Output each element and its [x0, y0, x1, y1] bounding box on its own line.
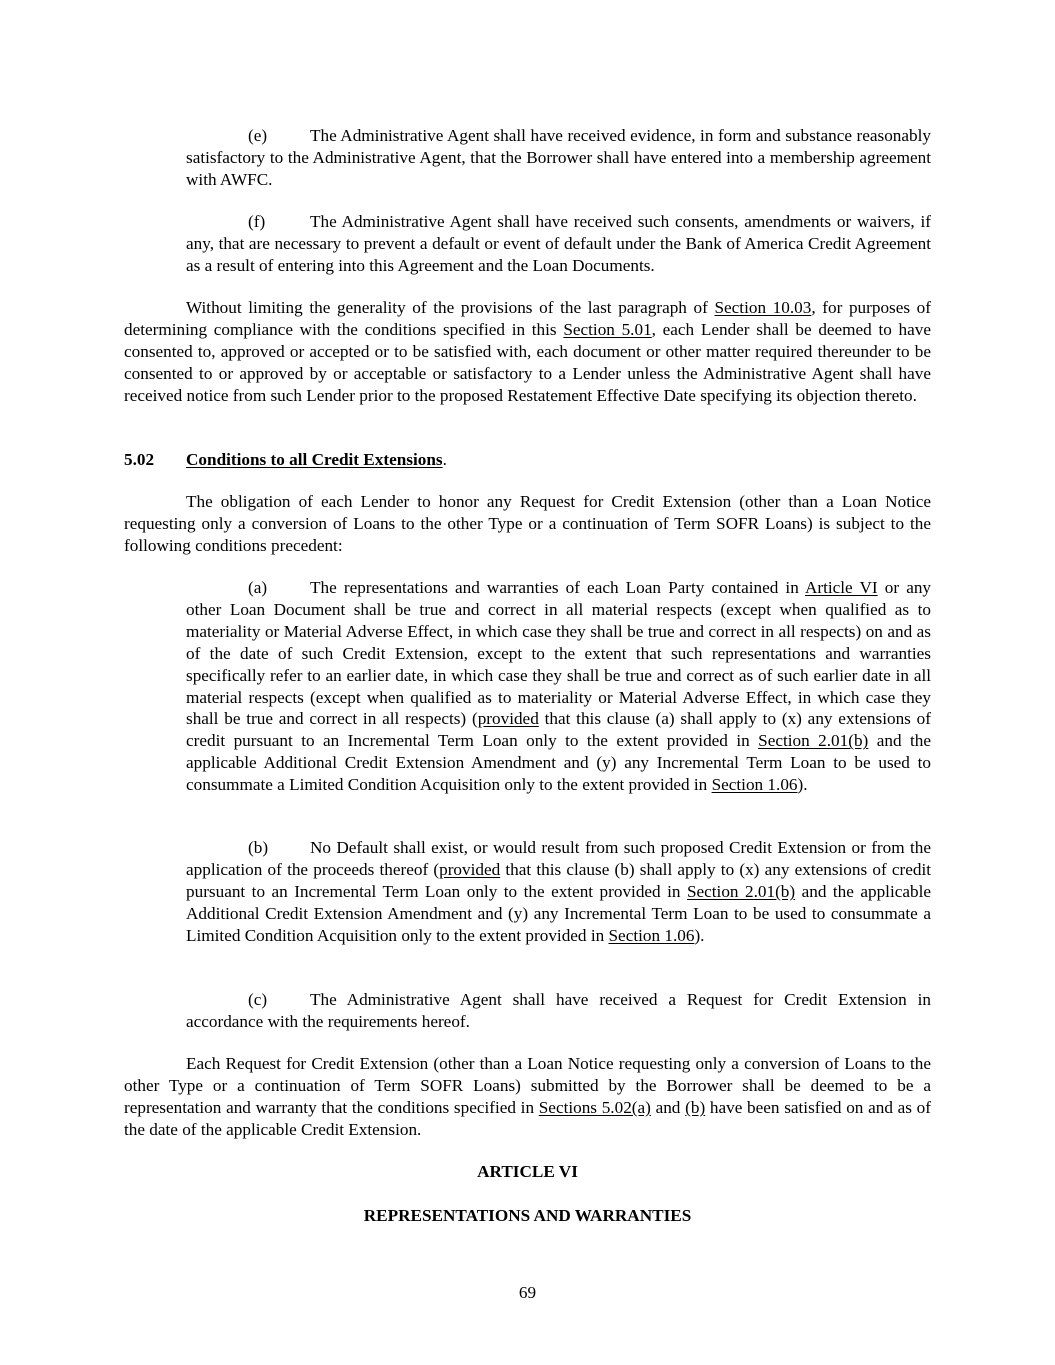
text-run: or any other Loan Document shall be true and correct in all material respects (except when qualified as to materiality or Material Adverse Effect, in which case they shall be true and correct in all respects) on and as of the date of such Credit Extension, except to the extent that such representations and warranties specifically refer to an earlier date, in which case they shall be true and correct as of such earlier date in all material respects (except when qualified as to materiality or Material Adverse Effect, in which case they shall be true and correct in all respects) (: [186, 578, 932, 729]
section-10-03-link[interactable]: Section 10.03: [714, 298, 812, 317]
text-run: , for purposes of determining compliance with the conditions specified in this: [124, 298, 931, 339]
article-number: ARTICLE VI: [477, 1162, 578, 1181]
text-run: ).: [797, 775, 808, 795]
clause-f: [186, 211, 931, 277]
clause-label: (c): [248, 990, 268, 1009]
section-1-06-link[interactable]: Section 1.06: [711, 775, 798, 795]
section-title-period: .: [442, 450, 447, 469]
clause-b: [186, 837, 931, 947]
section-2-01b-link[interactable]: Section 2.01(b): [686, 881, 796, 901]
obligation-paragraph: [124, 491, 931, 557]
clause-label: (e): [248, 126, 268, 145]
sections-5-02a-link[interactable]: Sections 5.02(a): [538, 1097, 651, 1117]
clause-e: [186, 125, 931, 191]
section-2-01b-link[interactable]: Section 2.01(b): [758, 731, 869, 751]
clause-text: The Administrative Agent shall have received evidence, in form and substance reasonably satisfactory to the Administrative Agent, that the Borrower shall have entered into a membership agreement with AWFC.: [186, 126, 931, 189]
text-run: ).: [694, 925, 705, 945]
section-b-link[interactable]: (b): [685, 1097, 706, 1117]
section-5-01-link[interactable]: Section 5.01: [563, 319, 652, 339]
provided-term: provided: [477, 709, 539, 729]
text-run: and the applicable Additional Credit Extension Amendment and (y) any Incremental Term Loan to be used to consummate a Limited Condition Acquisition only to the extent provided in: [186, 881, 931, 945]
section-number: 5.02: [124, 450, 155, 469]
clause-label: (b): [248, 838, 269, 857]
text-run: , each Lender shall be deemed to have consented to, approved or accepted or to be satisfied with, each document or other matter required thereunder to be consented to or approved by or acceptable or satisfactory to a Lender unless the Administrative Agent shall have received notice from such Lender prior to the proposed Restatement Effective Date specifying its objection thereto.: [124, 319, 931, 405]
text-run: The obligation of each Lender to honor any Request for Credit Extension (other than a Loan Notice requesting only a conversion of Loans to the other Type or a continuation of Term SOFR Loans) is subject to the following conditions precedent:: [124, 492, 931, 555]
clause-label: (f): [248, 212, 266, 231]
page-number: 69: [518, 1283, 537, 1302]
text-run: that this clause (a) shall apply to (x) any extensions of credit pursuant to an Incremental Term Loan only to the extent provided in: [186, 709, 931, 751]
without-limiting-paragraph: [124, 297, 931, 407]
text-run: Without limiting the generality of the provisions of the last paragraph of: [186, 298, 715, 317]
provided-term: provided: [439, 859, 501, 879]
clause-a: [186, 577, 931, 796]
text-run: The representations and warranties of each Loan Party contained in: [310, 578, 805, 597]
section-1-06-link[interactable]: Section 1.06: [608, 925, 695, 945]
section-5-02-heading: [124, 449, 447, 471]
text-run: and the applicable Additional Credit Extension Amendment and (y) any Incremental Term Loan to be used to consummate a Limited Condition Acquisition only to the extent provided in: [186, 731, 931, 795]
clause-c: [186, 989, 931, 1033]
article-vi-link[interactable]: Article VI: [804, 578, 878, 597]
text-run: have been satisfied on and as of the date of the applicable Credit Extension.: [124, 1097, 931, 1139]
clause-label: (a): [248, 578, 268, 597]
clause-text: The Administrative Agent shall have received such consents, amendments or waivers, if any, that are necessary to prevent a default or event of default under the Bank of America Credit Agreement as a result of entering into this Agreement and the Loan Documents.: [186, 212, 931, 275]
each-request-paragraph: [124, 1053, 931, 1141]
article-title: REPRESENTATIONS AND WARRANTIES: [363, 1206, 692, 1225]
text-run: and: [650, 1097, 686, 1117]
clause-text: The Administrative Agent shall have received a Request for Credit Extension in accordance with the requirements hereof.: [186, 990, 931, 1031]
text-run: No Default shall exist, or would result from such proposed Credit Extension or from the application of the proceeds thereof (: [186, 838, 931, 879]
section-title: Conditions to all Credit Extensions: [186, 450, 443, 469]
text-run: Each Request for Credit Extension (other than a Loan Notice requesting only a conversion of Loans to the other Type or a continuation of Term SOFR Loans) submitted by the Borrower shall be deemed to be a representation and warranty that the conditions specified in: [124, 1054, 931, 1117]
text-run: that this clause (b) shall apply to (x) any extensions of credit pursuant to an Incremental Term Loan only to the extent provided in: [186, 859, 931, 901]
